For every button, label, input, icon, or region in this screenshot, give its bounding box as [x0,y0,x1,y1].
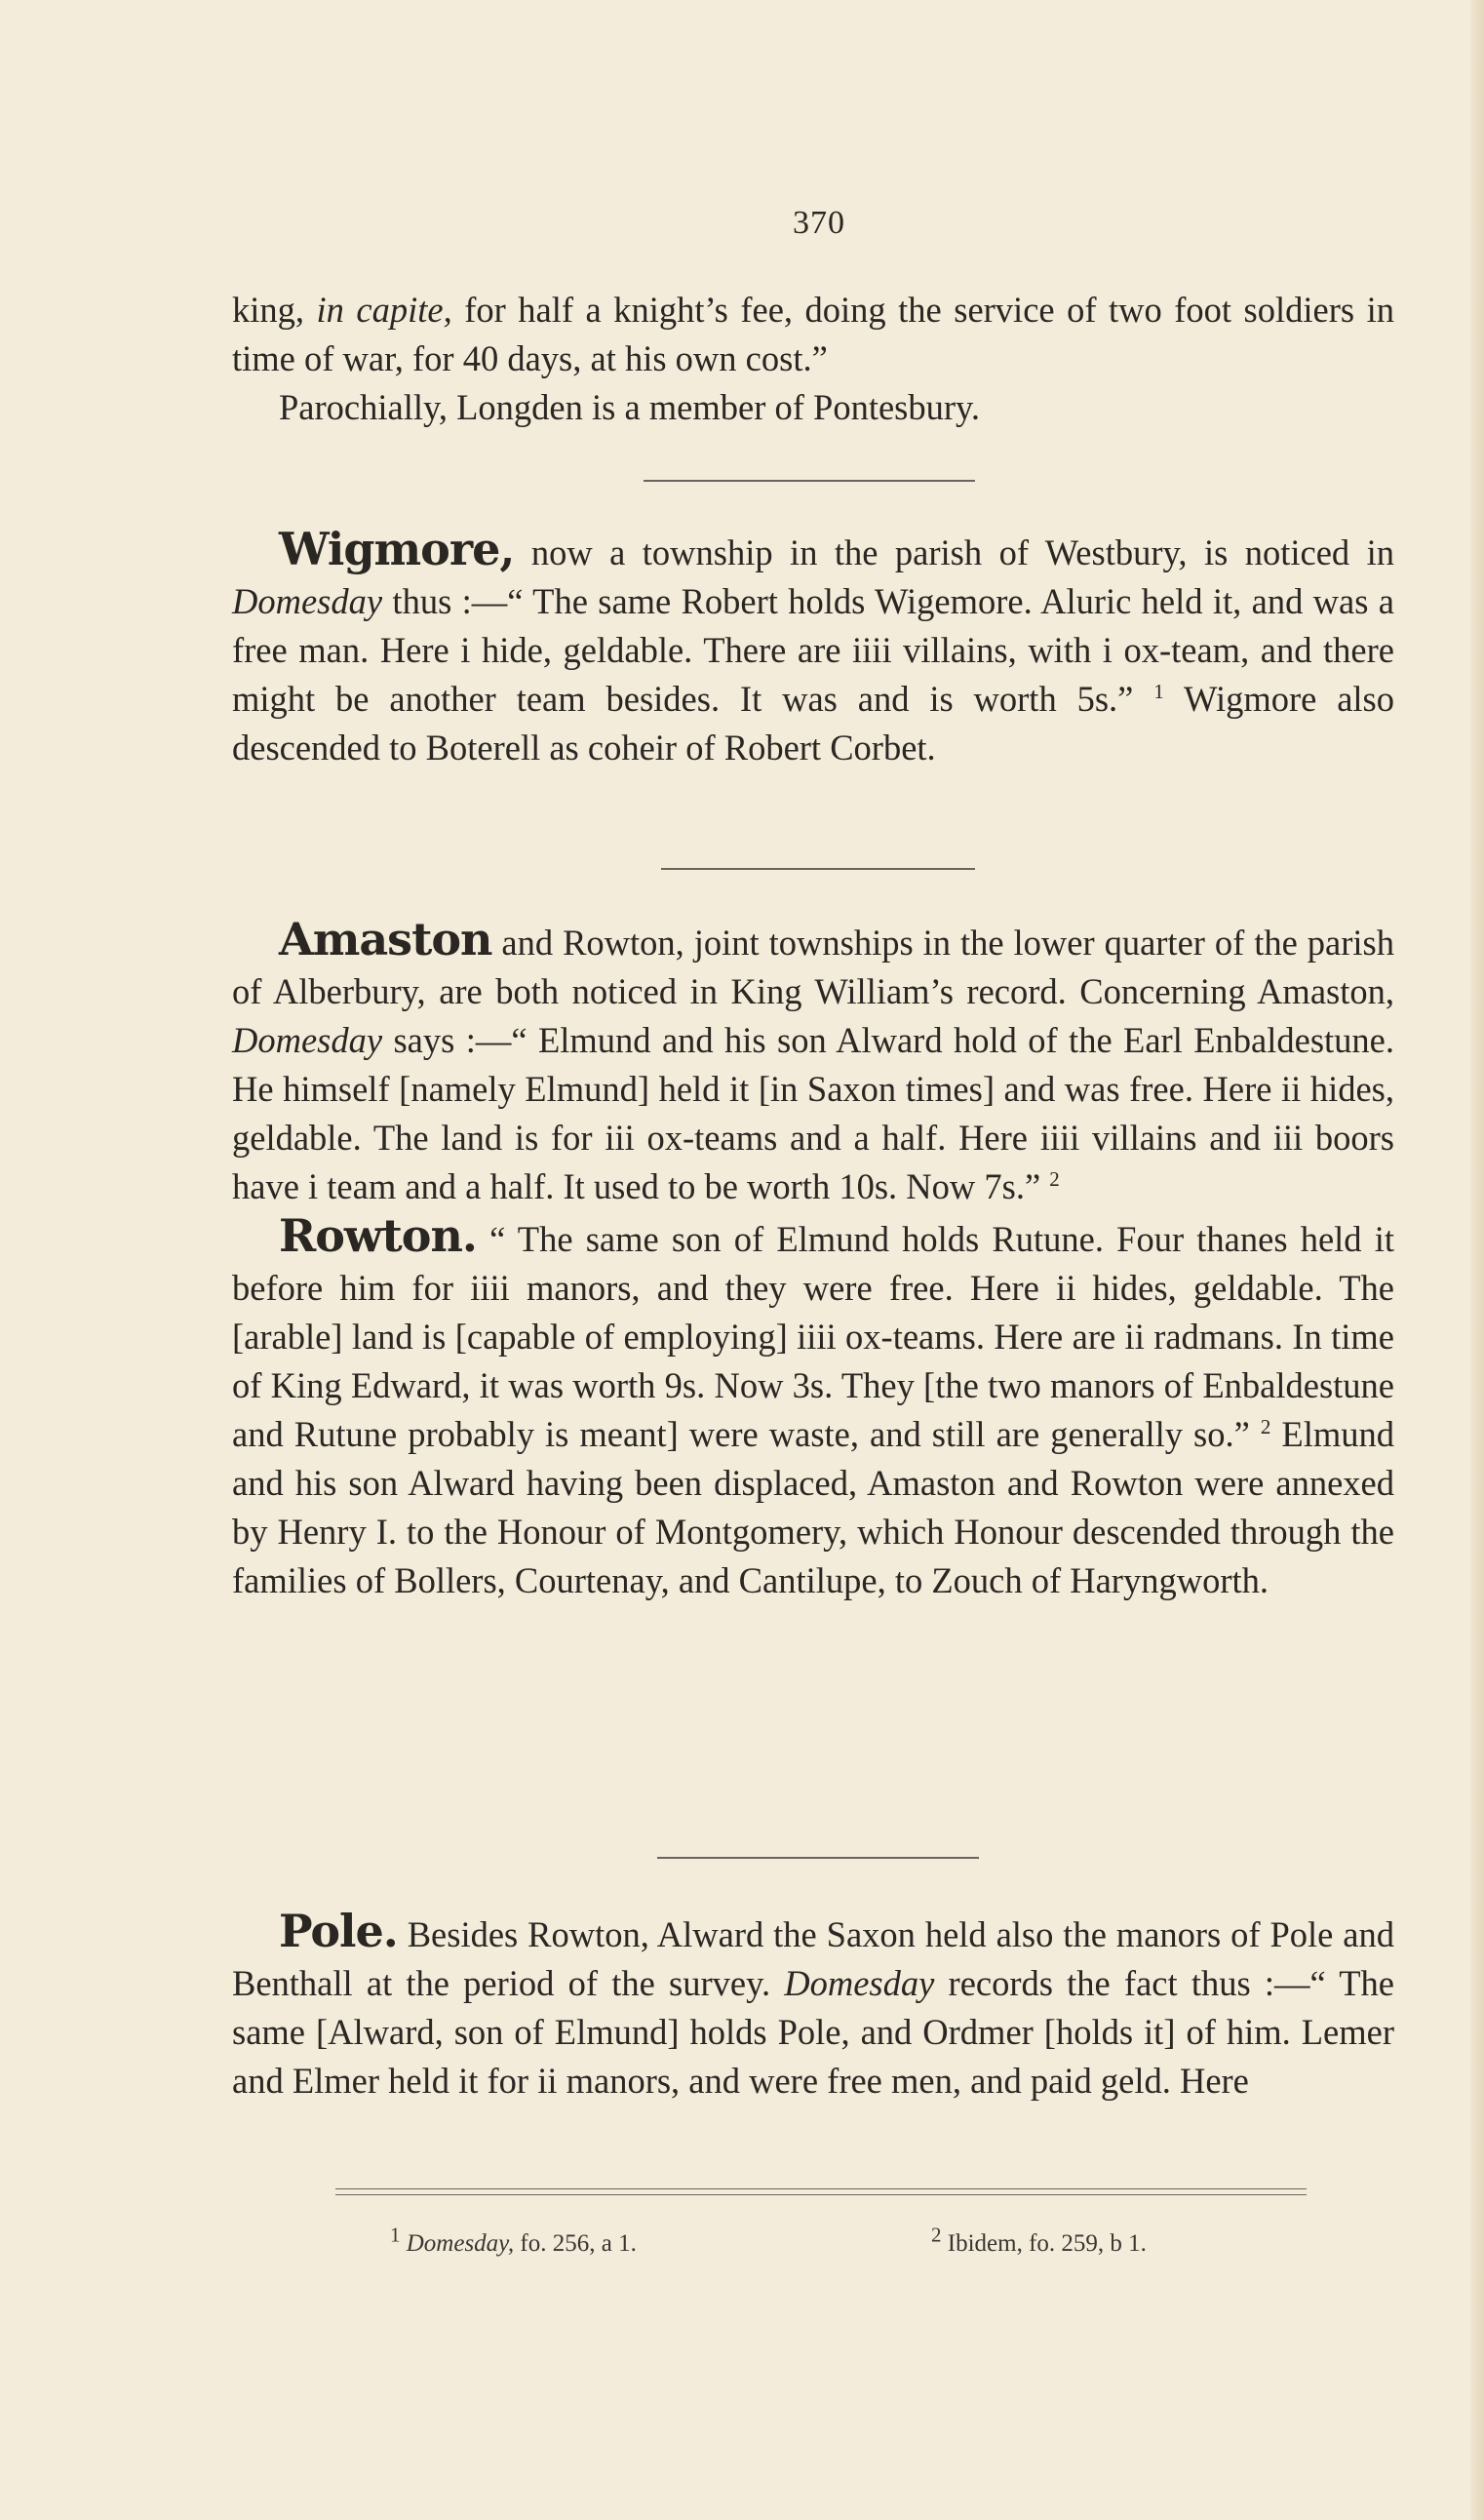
page-edge [1470,0,1484,2520]
intro-paragraph-2: Parochially, Longden is a member of Pontesbury. [279,387,981,427]
footnote-ref: 2 [1049,1166,1060,1191]
wigmore-section [232,525,1394,772]
footnote-2: $^2$ Ibidem, fo. 259, b 1. [931,2223,1147,2257]
section-divider [661,868,975,870]
rowton-paragraph: Rowton. “ The same son of Elmund holds Rutune. Four thanes held it before him for iiii manors, and they were free. Here ii hides, geldable. The [arable] land is [capable of employing] iiii ox-teams. Here are ii radmans. In time of King Edward, it was worth 9s. Now 3s. They [the two manors of Enbaldestune and Rutune probably is meant] were waste, and still are generally so.” $^2$ Elmund and his son Alward having been displaced, Amaston and Rowton were annexed by Henry I. to the Honour of Montgomery, which Honour descended through the families of Bollers, Courtenay, and Cantilupe, to Zouch of Haryngworth. [232,1209,1394,1600]
footnote-1: $^1$ Domesday, fo. 256, a 1. [390,2223,637,2257]
footnote-ref: 1 [1153,679,1164,703]
wigmore-heading: Wigmore, [279,523,515,575]
rowton-heading: Rowton. [279,1209,477,1262]
pole-heading: Pole. [279,1905,398,1957]
footnote-ref: 2 [1260,1414,1271,1438]
intro-section [232,286,1394,432]
section-divider [657,1857,979,1859]
wigmore-paragraph: Wigmore, now a township in the parish of Westbury, is noticed in Domesday thus :—“ The same Robert holds Wigemore. Aluric held it, and was a free man. Here i hide, geldable. There are iiii villains, with i ox-team, and there might be another team besides. It was and is worth 5s.” $^1$ Wigmore also descended to Boterell as coheir of Robert Corbet. [232,523,1394,768]
page-number: 370 [793,205,845,241]
footnote-divider-2 [335,2194,1307,2195]
amaston-paragraph: Amaston and Rowton, joint townships in the lower quarter of the parish of Alberbury, are both noticed in King William’s record. Concerning Amaston, Domesday says :—“ Elmund and his son Alward hold of the Earl Enbaldestune. He himself [namely Elmund] held it [in Saxon times] and was free. Here ii hides, geldable. The land is for iii ox-teams and a half. Here iiii villains and iii boors have i team and a half. It used to be worth 10s. Now 7s.” $^2$ [232,913,1394,1206]
pole-paragraph: Pole. Besides Rowton, Alward the Saxon held also the manors of Pole and Benthall at the period of the survey. Domesday records the fact thus :—“ The same [Alward, son of Elmund] holds Pole, and Ordmer [holds it] of him. Lemer and Elmer held it for ii manors, and were free men, and paid geld. Here [232,1905,1394,2101]
pole-section [232,1907,1394,2106]
intro-paragraph-1: king, in capite, for half a knight’s fee, doing the service of two foot soldiers in time of war, for 40 days, at his own cost.” [232,290,1394,378]
section-divider [644,480,975,482]
footnote-divider [335,2188,1307,2189]
amaston-section [232,915,1394,1605]
amaston-heading: Amaston [279,913,492,965]
